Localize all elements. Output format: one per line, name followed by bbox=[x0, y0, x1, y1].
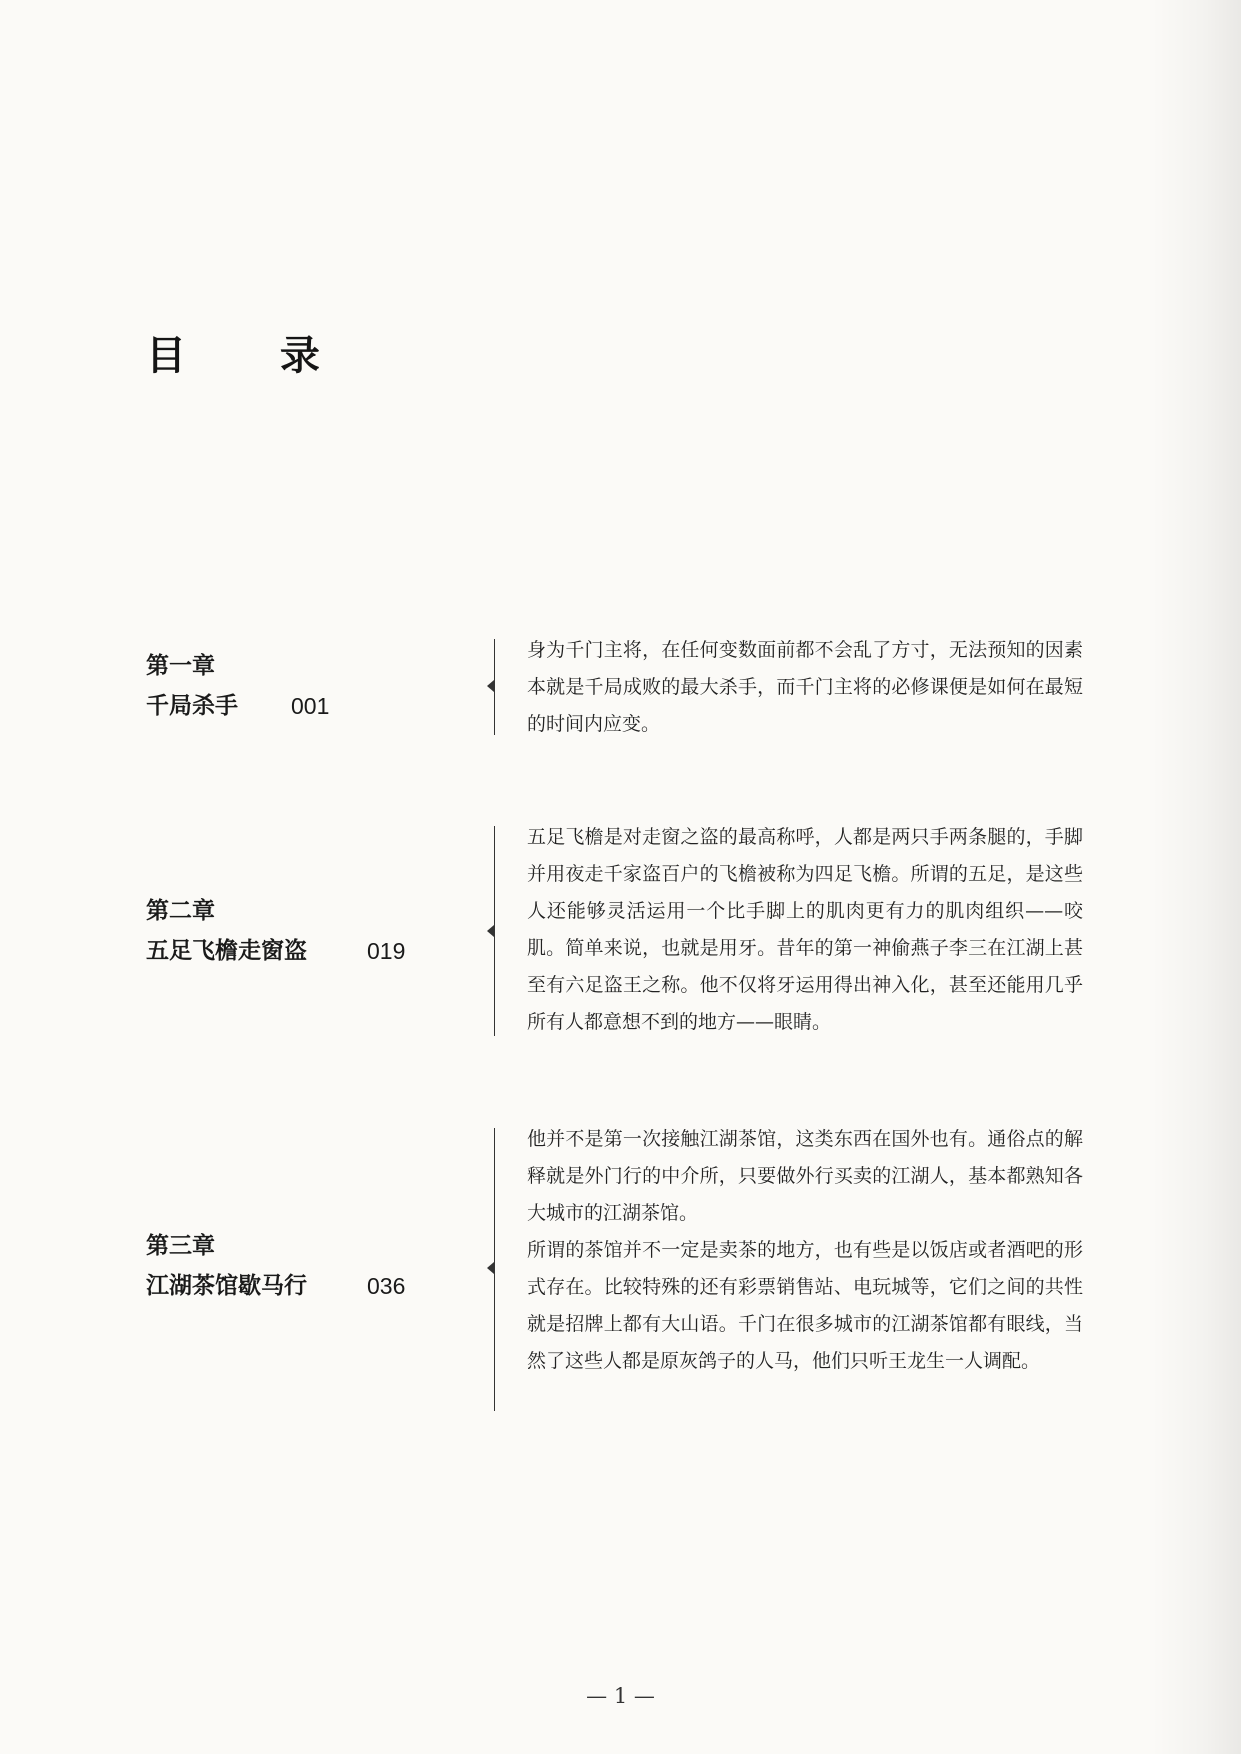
chapter-heading[interactable] bbox=[146, 898, 406, 964]
page-title: 目 录 bbox=[146, 333, 360, 379]
chapter-label: 第一章 bbox=[146, 653, 215, 679]
chapter-divider bbox=[494, 639, 495, 735]
chapter-divider bbox=[494, 826, 495, 1036]
chapter-title: 江湖茶馆歇马行 bbox=[146, 1273, 307, 1299]
chapter-page-number: 036 bbox=[367, 1273, 406, 1299]
chapter-page-number: 019 bbox=[367, 938, 406, 964]
page-number: — 1 — bbox=[586, 1684, 655, 1708]
scan-edge-shadow bbox=[1151, 0, 1241, 1754]
divider-arrow-icon bbox=[487, 1262, 494, 1274]
chapter-title: 千局杀手 bbox=[146, 693, 238, 719]
summary-paragraph: 所谓的茶馆并不一定是卖茶的地方，也有些是以饭店或者酒吧的形式存在。比较特殊的还有彩票销售站、电玩城等，它们之间的共性就是招牌上都有大山语。千门在很多城市的江湖茶馆都有眼线，当然了这些人都是原灰鸽子的人马，他们只听王龙生一人调配。 bbox=[527, 1239, 1083, 1372]
chapter-label: 第二章 bbox=[146, 898, 215, 924]
chapter-label: 第三章 bbox=[146, 1233, 215, 1259]
chapter-heading[interactable] bbox=[146, 1233, 406, 1299]
chapter-page-number: 001 bbox=[291, 693, 330, 719]
summary-paragraph: 他并不是第一次接触江湖茶馆，这类东西在国外也有。通俗点的解释就是外门行的中介所，只要做外行买卖的江湖人，基本都熟知各大城市的江湖茶馆。 bbox=[527, 1128, 1083, 1224]
chapter-heading[interactable] bbox=[146, 653, 330, 719]
chapter-summary bbox=[527, 1121, 1083, 1380]
chapter-title: 五足飞檐走窗盗 bbox=[146, 938, 307, 964]
chapter-summary bbox=[527, 632, 1083, 743]
chapter-divider bbox=[494, 1128, 495, 1411]
summary-paragraph: 身为千门主将，在任何变数面前都不会乱了方寸，无法预知的因素本就是千局成败的最大杀手，而千门主将的必修课便是如何在最短的时间内应变。 bbox=[527, 639, 1083, 735]
chapter-summary bbox=[527, 819, 1083, 1041]
divider-arrow-icon bbox=[487, 925, 494, 937]
divider-arrow-icon bbox=[487, 680, 494, 692]
summary-paragraph: 五足飞檐是对走窗之盗的最高称呼，人都是两只手两条腿的，手脚并用夜走千家盗百户的飞檐被称为四足飞檐。所谓的五足，是这些人还能够灵活运用一个比手脚上的肌肉更有力的肌肉组织——咬肌。简单来说，也就是用牙。昔年的第一神偷燕子李三在江湖上甚至有六足盗王之称。他不仅将牙运用得出神入化，甚至还能用几乎所有人都意想不到的地方——眼睛。 bbox=[527, 826, 1083, 1033]
